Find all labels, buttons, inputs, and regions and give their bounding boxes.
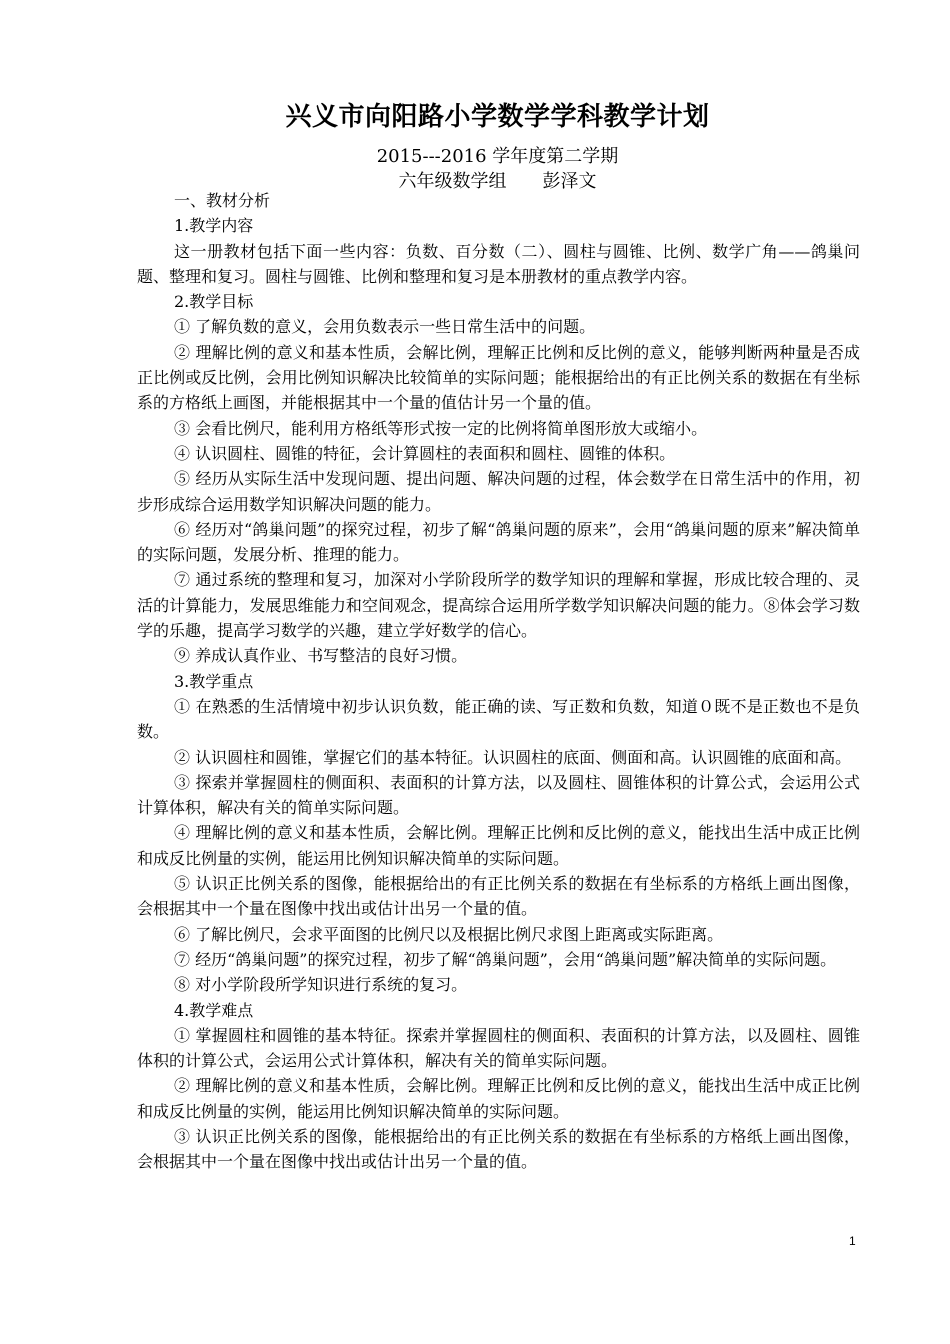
list-item: ① 在熟悉的生活情境中初步认识负数，能正确的读、写正数和负数，知道０既不是正数也不是负数。: [137, 696, 860, 742]
list-item: ① 了解负数的意义，会用负数表示一些日常生活中的问题。: [174, 317, 596, 337]
list-item: ① 掌握圆柱和圆锥的基本特征。探索并掌握圆柱的侧面积、表面积的计算方法，以及圆柱、圆锥体积的计算公式，会运用公式计算体积，解决有关的简单实际问题。: [137, 1025, 860, 1071]
list-item: ⑤ 认识正比例关系的图像，能根据给出的有正比例关系的数据在有坐标系的方格纸上画出图像，会根据其中一个量在图像中找出或估计出另一个量的值。: [137, 874, 860, 919]
list-item: ③ 认识正比例关系的图像，能根据给出的有正比例关系的数据在有坐标系的方格纸上画出图像，会根据其中一个量在图像中找出或估计出另一个量的值。: [137, 1126, 860, 1172]
section-heading: 一、教材分析: [174, 191, 271, 210]
list-item: ⑥ 经历对“鸽巢问题”的探究过程，初步了解“鸽巢问题的原来”，会用“鸽巢问题的原来”解决简单的实际问题，发展分析、推理的能力。: [137, 519, 860, 565]
list-item: ⑨ 养成认真作业、书写整洁的良好习惯。: [174, 646, 468, 666]
list-item: ② 理解比例的意义和基本性质，会解比例。理解正比例和反比例的意义，能找出生活中成正比例和成反比例量的实例，能运用比例知识解决简单的实际问题。: [137, 1076, 860, 1121]
list-item: ③ 探索并掌握圆柱的侧面积、表面积的计算方法，以及圆柱、圆锥体积的计算公式，会运用公式计算体积，解决有关的简单实际问题。: [137, 772, 860, 818]
list-item: ⑥ 了解比例尺，会求平面图的比例尺以及根据比例尺求图上距离或实际距离。: [174, 924, 724, 944]
list-item: ⑧ 对小学阶段所学知识进行系统的复习。: [174, 975, 468, 995]
document-body: [137, 188, 860, 1175]
list-item: ② 理解比例的意义和基本性质，会解比例，理解正比例和反比例的意义，能够判断两种量是否成正比例或反比例，会用比例知识解决比较简单的实际问题；能根据给出的有正比例关系的数据在有坐标系的方格纸上画图，并能根据其中一个量的值估计另一个量的值。: [137, 342, 860, 413]
list-item: ③ 会看比例尺，能利用方格纸等形式按一定的比例将简单图形放大或缩小。: [174, 418, 708, 438]
document-subtitle-author: 彭泽文: [542, 171, 597, 192]
list-item: ⑤ 经历从实际生活中发现问题、提出问题、解决问题的过程，体会数学在日常生活中的作用，初步形成综合运用数学知识解决问题的能力。: [137, 469, 860, 514]
list-item: ④ 理解比例的意义和基本性质，会解比例。理解正比例和反比例的意义，能找出生活中成正比例和成反比例量的实例，能运用比例知识解决简单的实际问题。: [137, 823, 860, 868]
list-item: ⑦ 通过系统的整理和复习，加深对小学阶段所学的数学知识的理解和掌握，形成比较合理的、灵活的计算能力，发展思维能力和空间观念，提高综合运用所学数学知识解决问题的能力。⑧体会学习数学的乐趣，提高学习数学的兴趣，建立学好数学的信心。: [137, 570, 860, 641]
paragraph: 这一册教材包括下面一些内容：负数、百分数（二）、圆柱与圆锥、比例、数学广角——鸽巢问题、整理和复习。圆柱与圆锥、比例和整理和复习是本册教材的重点教学内容。: [137, 241, 860, 286]
list-item: ② 认识圆柱和圆锥，掌握它们的基本特征。认识圆柱的底面、侧面和高。认识圆锥的底面和高。: [174, 747, 852, 767]
page-number: 1: [849, 1234, 856, 1248]
document-title: 兴义市向阳路小学数学学科教学计划: [285, 102, 710, 132]
document-subtitle-year: 2015---2016 学年度第二学期: [376, 146, 619, 167]
subsection-heading: 3.教学重点: [174, 671, 254, 691]
list-item: ⑦ 经历“鸽巢问题”的探究过程，初步了解“鸽巢问题”，会用“鸽巢问题”解决简单的实际问题。: [174, 949, 837, 969]
document-subtitle-group: 六年级数学组: [398, 171, 507, 192]
subsection-heading: 1.教学内容: [174, 216, 254, 236]
list-item: ④ 认识圆柱、圆锥的特征，会计算圆柱的表面积和圆柱、圆锥的体积。: [174, 443, 676, 463]
subsection-heading: 2.教学目标: [174, 292, 254, 312]
subsection-heading: 4.教学难点: [174, 1000, 254, 1020]
